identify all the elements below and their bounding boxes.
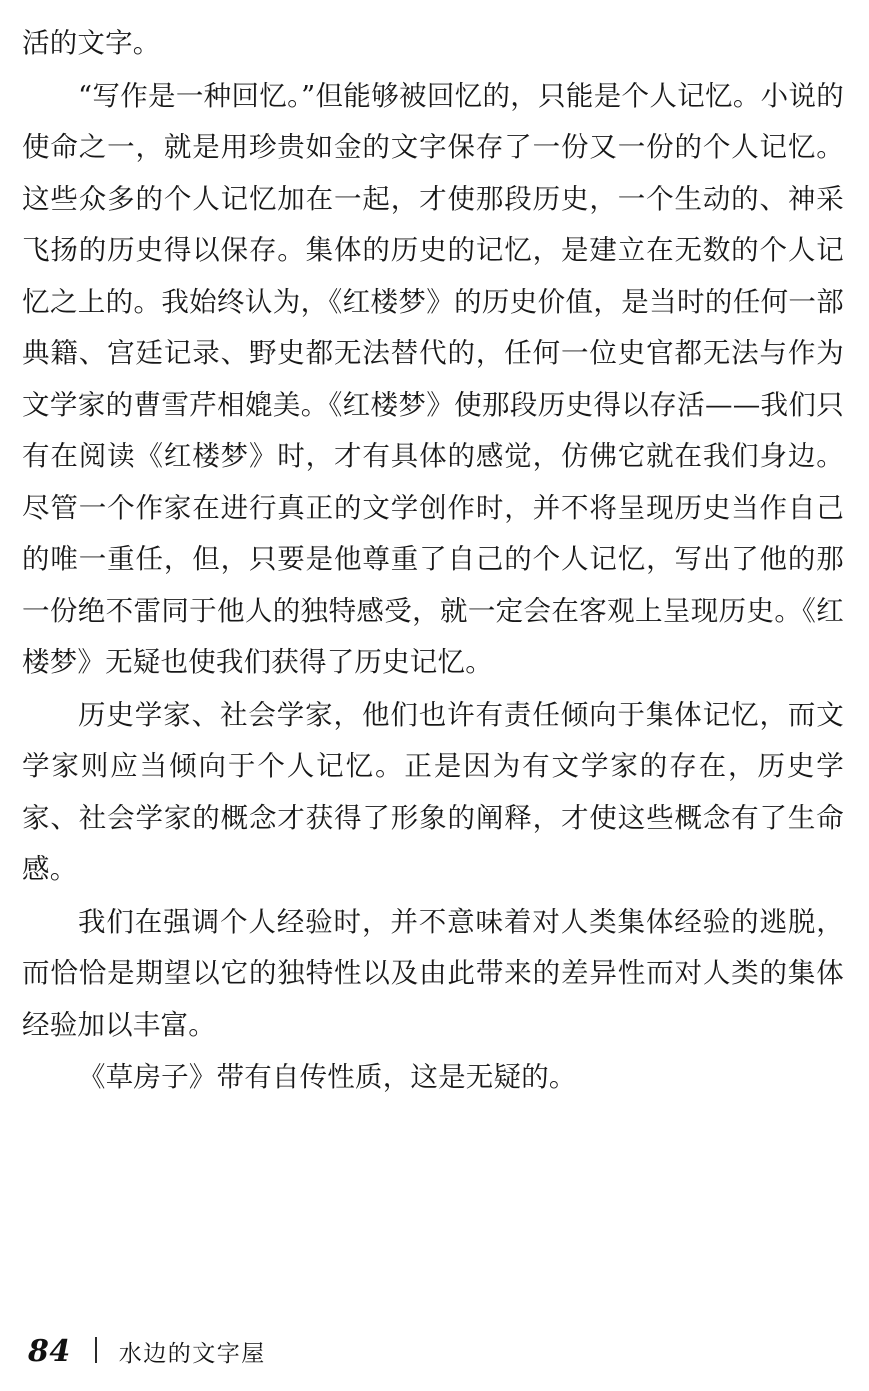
page-footer [28,1334,266,1369]
paragraph: 历史学家、社会学家，他们也许有责任倾向于集体记忆，而文学家则应当倾向于个人记忆。正是因为有文学家的存在，历史学家、社会学家的概念才获得了形象的阐释，才使这些概念有了生命感。 [22,698,844,885]
page-body [22,18,844,1105]
paragraph: 《草房子》带有自传性质，这是无疑的。 [78,1061,577,1093]
running-title: 水边的文字屋 [118,1341,266,1367]
paragraph: 我们在强调个人经验时，并不意味着对人类集体经验的逃脱，而恰恰是期望以它的独特性以及由此带来的差异性而对人类的集体经验加以丰富。 [22,905,844,1041]
paragraph: 活的文字。 [22,27,161,59]
paragraph: “写作是一种回忆。”但能够被回忆的，只能是个人记忆。小说的使命之一，就是用珍贵如金的文字保存了一份又一份的个人记忆。这些众多的个人记忆加在一起，才使那段历史，一个生动的、神采飞扬的历史得以保存。集体的历史的记忆，是建立在无数的个人记忆之上的。我始终认为，《红楼梦》的历史价值，是当时的任何一部典籍、宫廷记录、野史都无法替代的，任何一位史官都无法与作为文学家的曹雪芹相媲美。《红楼梦》使那段历史得以存活——我们只有在阅读《红楼梦》时，才有具体的感觉，仿佛它就在我们身边。尽管一个作家在进行真正的文学创作时，并不将呈现历史当作自己的唯一重任，但，只要是他尊重了自己的个人记忆，写出了他的那一份绝不雷同于他人的独特感受，就一定会在客观上呈现历史。《红楼梦》无疑也使我们获得了历史记忆。 [22,79,844,678]
footer-divider [95,1337,97,1363]
page-number: 84 [28,1334,71,1369]
